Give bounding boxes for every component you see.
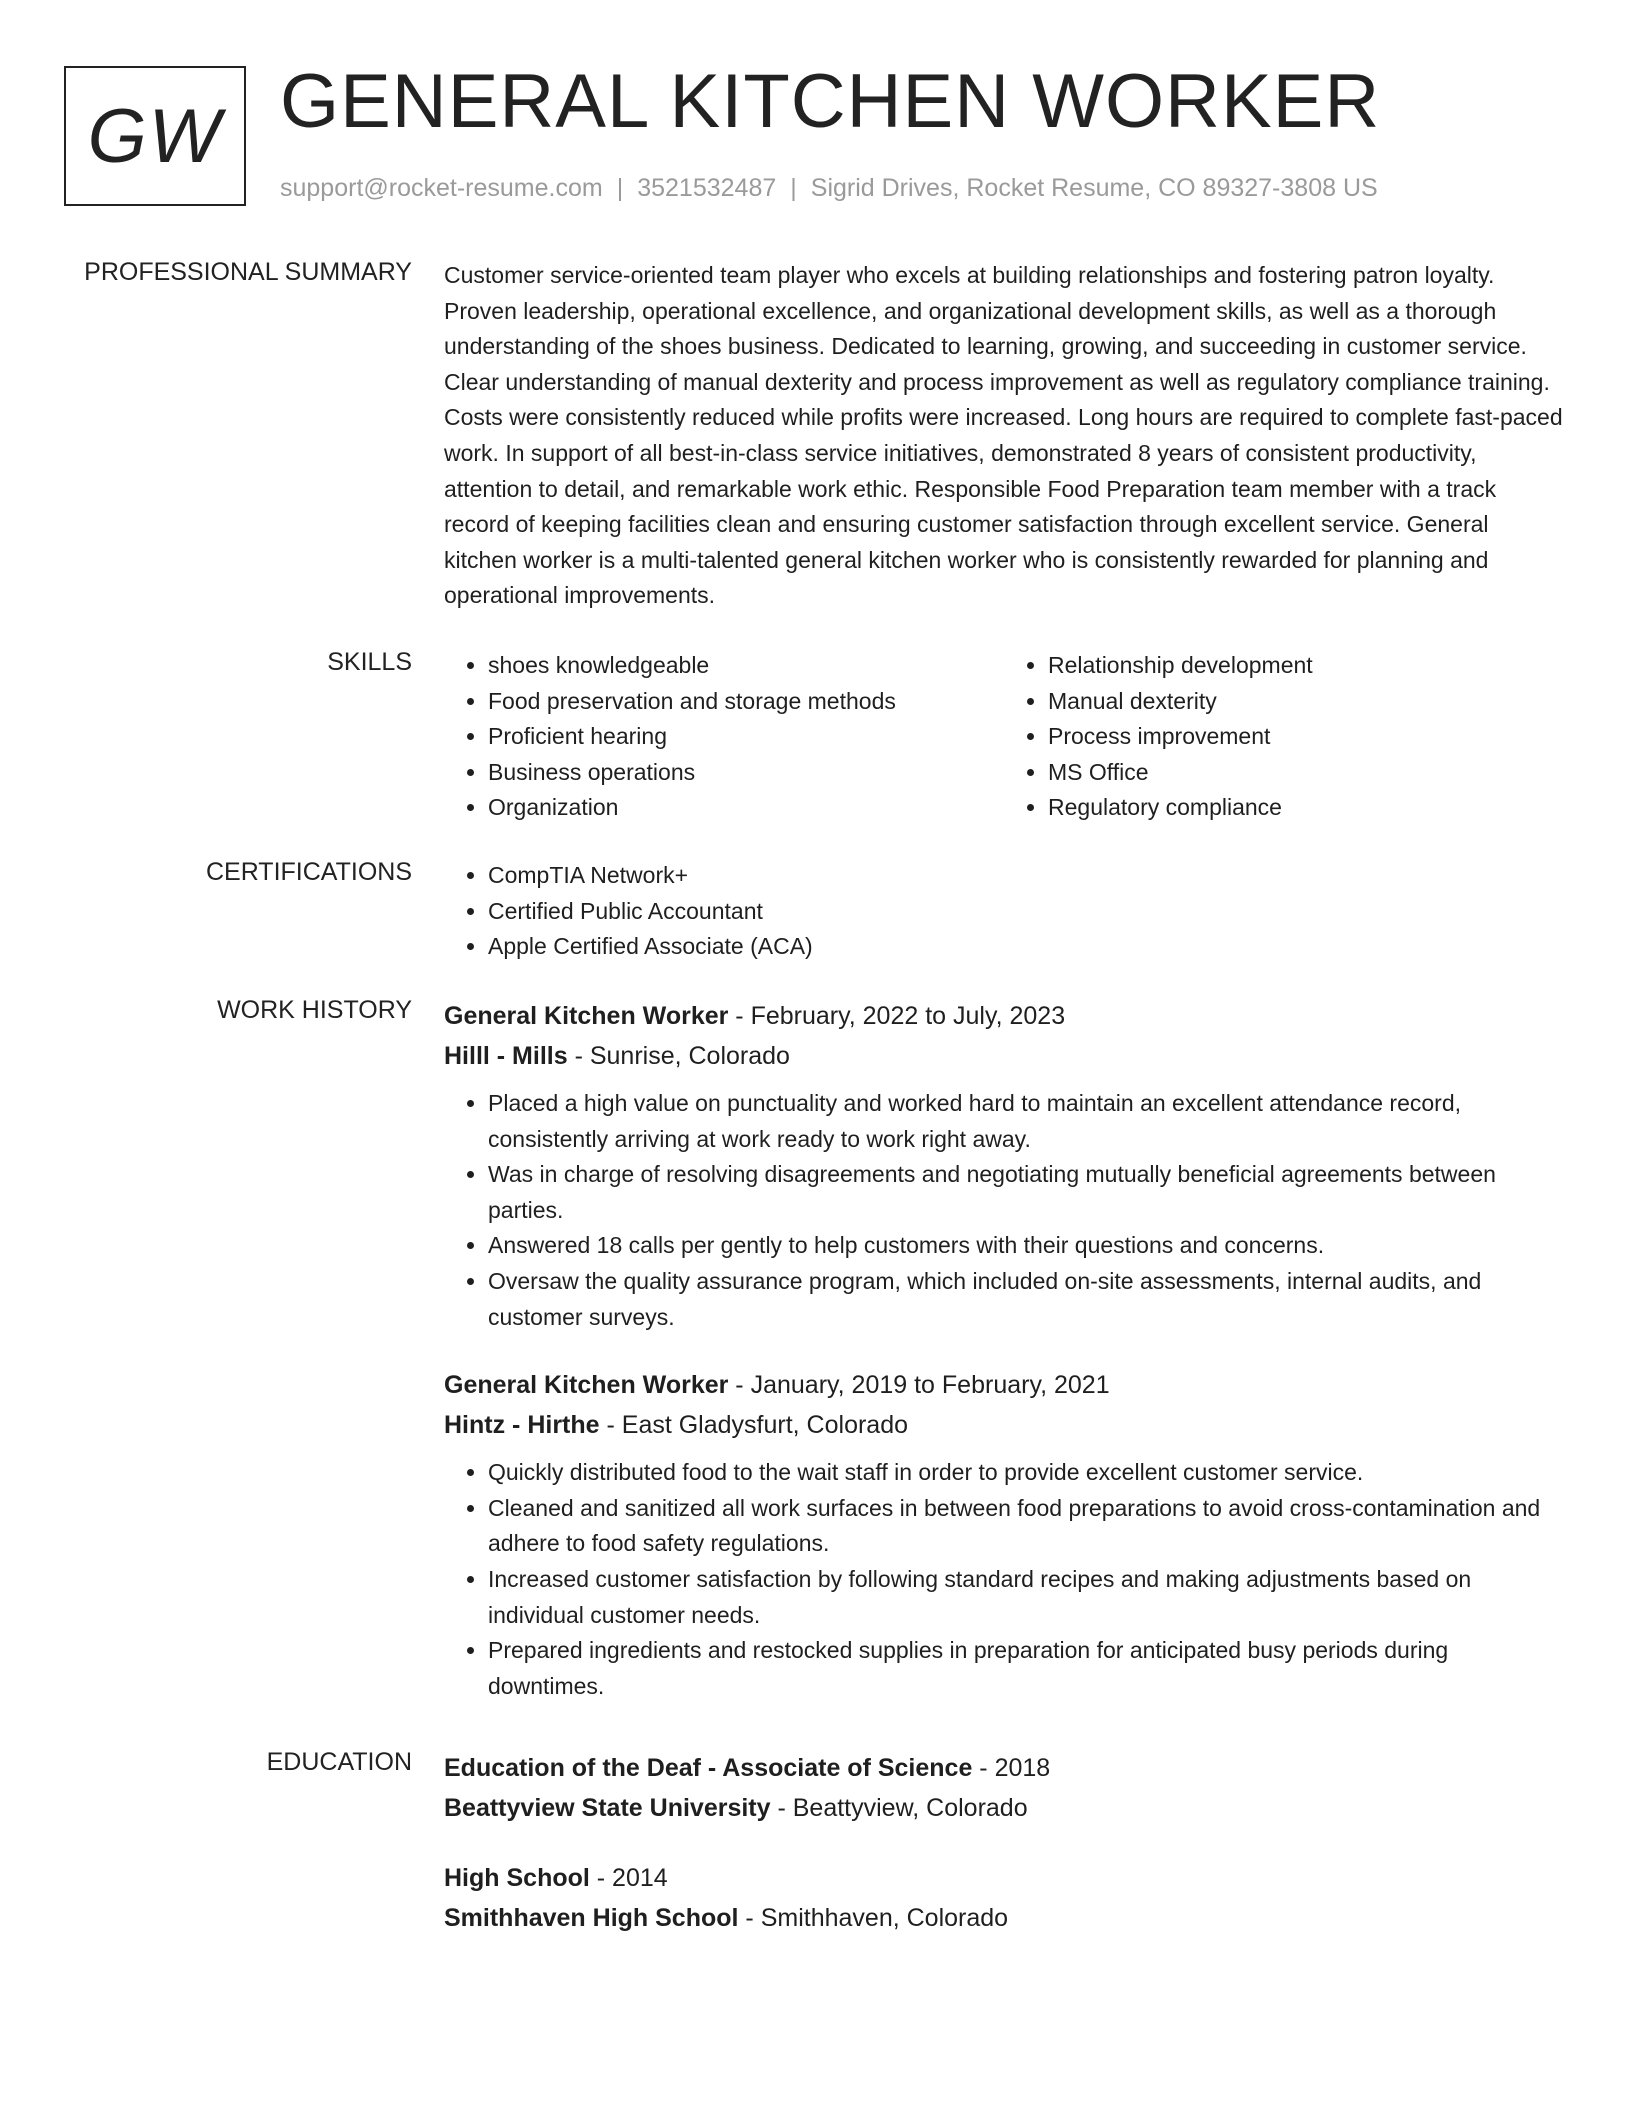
education-degree: Education of the Deaf - Associate of Science bbox=[444, 1754, 973, 1782]
certifications-list bbox=[444, 858, 1564, 965]
education-school-line: Smithhaven High School - Smithhaven, Colorado bbox=[444, 1904, 1009, 1932]
job-company-line: Hilll - Mills - Sunrise, Colorado bbox=[444, 1042, 790, 1070]
education-degree-line: High School - 2014 bbox=[444, 1864, 668, 1892]
skill-item: • shoes knowledgeable bbox=[488, 648, 1004, 684]
certifications-heading: CERTIFICATIONS bbox=[205, 858, 412, 886]
monogram-initials: GW bbox=[87, 93, 223, 179]
job-company-line: Hintz - Hirthe - East Gladysfurt, Colorado bbox=[444, 1411, 909, 1440]
skill-item: • Process improvement bbox=[1048, 719, 1564, 755]
job-entry bbox=[444, 1365, 1564, 1704]
contact-email[interactable]: support@rocket-resume.com bbox=[280, 174, 603, 202]
education-location: Smithhaven, Colorado bbox=[760, 1904, 1009, 1932]
skill-item: • Business operations bbox=[488, 755, 1004, 791]
job-duty: • Answered 18 calls per gently to help customers with their questions and concerns. bbox=[488, 1228, 1564, 1264]
skills-list-right bbox=[1004, 648, 1564, 826]
contact-line bbox=[280, 174, 1378, 203]
job-duty: • Cleaned and sanitized all work surfaces in between food preparations to avoid cross-contamination and adhere to food safety regulations. bbox=[488, 1491, 1564, 1562]
education-year: 2018 bbox=[994, 1754, 1051, 1782]
job-dates: January, 2019 to February, 2021 bbox=[750, 1371, 1110, 1400]
job-duty: • Oversaw the quality assurance program, which included on-site assessments, internal audits, and customer surveys. bbox=[488, 1264, 1564, 1335]
summary-text: Customer service-oriented team player who excels at building relationships and fostering patron loyalty. Proven leadership, operational excellence, and organizational development skills, as well as a thorough understanding of the shoes business. Dedicated to learning, growing, and succeeding in customer service. Clear understanding of manual dexterity and process improvement as well as regulatory compliance training. Costs were consistently reduced while profits were increased. Long hours are required to complete fast-paced work. In support of all best-in-class service initiatives, demonstrated 8 years of consistent productivity, attention to detail, and remarkable work ethic. Responsible Food Preparation team member with a track record of keeping facilities clean and ensuring customer satisfaction through excellent service. General kitchen worker is a multi-talented general kitchen worker who is consistently rewarded for planning and operational improvements. bbox=[444, 262, 1563, 609]
skills-list-left bbox=[444, 648, 1004, 826]
skill-item: • MS Office bbox=[1048, 755, 1564, 791]
work-history-heading: WORK HISTORY bbox=[217, 996, 412, 1024]
job-duty: • Quickly distributed food to the wait staff in order to provide excellent customer service. bbox=[488, 1455, 1564, 1491]
job-dates: February, 2022 to July, 2023 bbox=[750, 1002, 1066, 1030]
skill-item: • Proficient hearing bbox=[488, 719, 1004, 755]
education-heading: EDUCATION bbox=[266, 1748, 412, 1776]
summary-heading: PROFESSIONAL SUMMARY bbox=[84, 258, 412, 286]
job-duty: • Prepared ingredients and restocked supplies in preparation for anticipated busy periods during downtimes. bbox=[488, 1633, 1564, 1704]
skill-item: • Food preservation and storage methods bbox=[488, 684, 1004, 720]
education-entry bbox=[444, 1748, 1564, 1828]
job-duty: • Was in charge of resolving disagreements and negotiating mutually beneficial agreements between parties. bbox=[488, 1157, 1564, 1228]
skills-heading: SKILLS bbox=[327, 648, 412, 676]
monogram-box bbox=[64, 66, 246, 206]
job-company: Hintz - Hirthe bbox=[444, 1411, 600, 1440]
education-entry bbox=[444, 1858, 1564, 1938]
education-school: Smithhaven High School bbox=[444, 1904, 739, 1932]
certification-item: • Certified Public Accountant bbox=[488, 894, 1564, 930]
job-duty: • Placed a high value on punctuality and worked hard to maintain an excellent attendance record, consistently arriving at work ready to work right away. bbox=[488, 1086, 1564, 1157]
job-duty: • Increased customer satisfaction by following standard recipes and making adjustments based on individual customer needs. bbox=[488, 1562, 1564, 1633]
skill-item: • Manual dexterity bbox=[1048, 684, 1564, 720]
job-role: General Kitchen Worker bbox=[444, 1002, 729, 1030]
contact-address: Sigrid Drives, Rocket Resume, CO 89327-3808 US bbox=[810, 174, 1378, 202]
job-location: Sunrise, Colorado bbox=[589, 1042, 790, 1070]
contact-separator: | bbox=[616, 174, 624, 202]
job-company: Hilll - Mills bbox=[444, 1042, 568, 1070]
education-year: 2014 bbox=[612, 1864, 668, 1892]
job-title-line: General Kitchen Worker - January, 2019 to February, 2021 bbox=[444, 1371, 1110, 1400]
education-school-line: Beattyview State University - Beattyview, Colorado bbox=[444, 1794, 1028, 1822]
skill-item: • Regulatory compliance bbox=[1048, 790, 1564, 826]
contact-separator: | bbox=[790, 174, 797, 202]
education-school: Beattyview State University bbox=[444, 1794, 771, 1822]
certification-item: • CompTIA Network+ bbox=[488, 858, 1564, 894]
education-location: Beattyview, Colorado bbox=[792, 1794, 1028, 1822]
job-duties-list bbox=[444, 1086, 1564, 1335]
job-role: General Kitchen Worker bbox=[444, 1371, 729, 1400]
job-title-line: General Kitchen Worker - February, 2022 to July, 2023 bbox=[444, 1002, 1066, 1030]
education-degree: High School bbox=[444, 1864, 590, 1892]
job-duties-list bbox=[444, 1455, 1564, 1704]
education-degree-line: Education of the Deaf - Associate of Science - 2018 bbox=[444, 1754, 1051, 1782]
job-location: East Gladysfurt, Colorado bbox=[621, 1411, 909, 1440]
skill-item: • Organization bbox=[488, 790, 1004, 826]
contact-phone[interactable]: 3521532487 bbox=[637, 174, 777, 202]
skill-item: • Relationship development bbox=[1048, 648, 1564, 684]
candidate-name: GENERAL KITCHEN WORKER bbox=[280, 59, 1381, 144]
job-entry bbox=[444, 996, 1564, 1335]
certification-item: • Apple Certified Associate (ACA) bbox=[488, 929, 1564, 965]
